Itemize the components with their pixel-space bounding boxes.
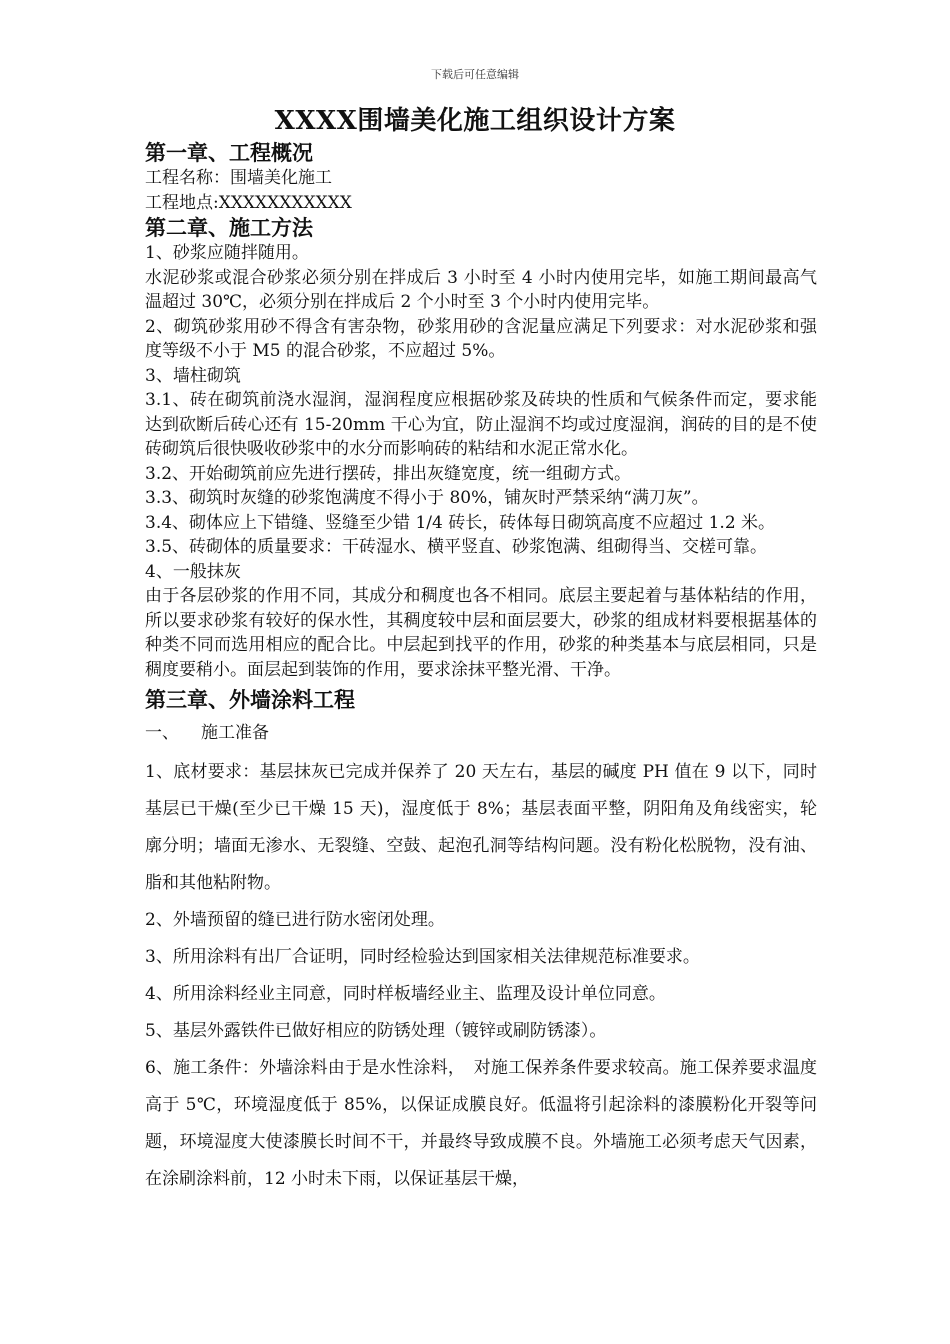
section-title: 施工准备 <box>201 723 269 743</box>
project-location-line: 工程地点:XXXXXXXXXXX <box>145 192 352 213</box>
paragraph: 2、外墙预留的缝已进行防水密闭处理。 <box>145 910 445 930</box>
document-body <box>145 140 817 1198</box>
header-note: 下载后可任意编辑 <box>431 68 519 81</box>
paragraph: 2、砌筑砂浆用砂不得含有害杂物，砂浆用砂的含泥量应满足下列要求：对水泥砂浆和强度等级不小于 M5 的混合砂浆，不应超过 5%。 <box>145 316 817 361</box>
paragraph: 3.1、砖在砌筑前浇水湿润，湿润程度应根据砂浆及砖块的性质和气候条件而定，要求能达到砍断后砖心还有 15-20mm 干心为宜，防止湿润不均或过度湿润，润砖的目的是不使砖砌筑后很快吸收砂浆中的水分而影响砖的粘结和水泥正常水化。 <box>145 390 817 459</box>
paragraph: 3.4、砌体应上下错缝、竖缝至少错 1/4 砖长，砖体每日砌筑高度不应超过 1.2 米。 <box>145 512 776 533</box>
paragraph: 4、一般抹灰 <box>145 561 241 582</box>
paragraph: 3.5、砖砌体的质量要求：干砖湿水、横平竖直、砂浆饱满、组砌得当、交槎可靠。 <box>145 537 768 557</box>
chapter-2-heading: 第二章、施工方法 <box>145 215 313 240</box>
document-title: XXXX围墙美化施工组织设计方案 <box>274 106 676 136</box>
section-heading <box>145 716 817 750</box>
paragraph: 1、底材要求：基层抹灰已完成并保养了 20 天左右，基层的碱度 PH 值在 9 以下，同时基层已干燥(至少已干燥 15 天)，湿度低于 8%；基层表面平整，阴阳角及角线密实，轮廓分明；墙面无渗水、无裂缝、空鼓、起泡孔洞等结构问题。没有粉化松脱物，没有油、脂和其他粘附物。 <box>145 762 817 893</box>
paragraph: 4、所用涂料经业主同意，同时样板墙经业主、监理及设计单位同意。 <box>145 984 666 1004</box>
paragraph: 水泥砂浆或混合砂浆必须分别在拌成后 3 小时至 4 小时内使用完毕，如施工期间最高气温超过 30℃，必须分别在拌成后 2 个小时至 3 个小时内使用完毕。 <box>145 267 817 312</box>
paragraph: 由于各层砂浆的作用不同，其成分和稠度也各不相同。底层主要起着与基体粘结的作用，所以要求砂浆有较好的保水性，其稠度较中层和面层要大，砂浆的组成材料要根据基体的种类不同而选用相应的配合比。中层起到找平的作用，砂浆的种类基本与底层相同，只是稠度要稍小。面层起到装饰的作用，要求涂抹平整光滑、干净。 <box>145 586 817 680</box>
chapter-3-heading: 第三章、外墙涂料工程 <box>145 687 355 712</box>
paragraph: 5、基层外露铁件已做好相应的防锈处理（镀锌或刷防锈漆）。 <box>145 1021 607 1041</box>
paragraph: 6、施工条件：外墙涂料由于是水性涂料， 对施工保养条件要求较高。施工保养要求温度高于 5℃，环境湿度低于 85%，以保证成膜良好。低温将引起涂料的漆膜粉化开裂等问题，环境湿度大使漆膜长时间不干，并最终导致成膜不良。外墙施工必须考虑天气因素，在涂刷涂料前，12 小时未下雨，以保证基层干燥， <box>145 1058 817 1189</box>
paragraph: 3.3、砌筑时灰缝的砂浆饱满度不得小于 80%，铺灰时严禁采纳“满刀灰”。 <box>145 488 709 508</box>
project-name-line: 工程名称：围墙美化施工 <box>145 168 332 188</box>
paragraph: 1、砂浆应随拌随用。 <box>145 243 309 263</box>
paragraph: 3.2、开始砌筑前应先进行摆砖，排出灰缝宽度，统一组砌方式。 <box>145 463 632 484</box>
chapter-3-body <box>145 716 817 1198</box>
chapter-1-heading: 第一章、工程概况 <box>145 140 313 165</box>
paragraph: 3、墙柱砌筑 <box>145 365 241 386</box>
section-number: 一、 <box>145 723 179 743</box>
paragraph: 3、所用涂料有出厂合证明，同时经检验达到国家相关法律规范标准要求。 <box>145 947 700 967</box>
